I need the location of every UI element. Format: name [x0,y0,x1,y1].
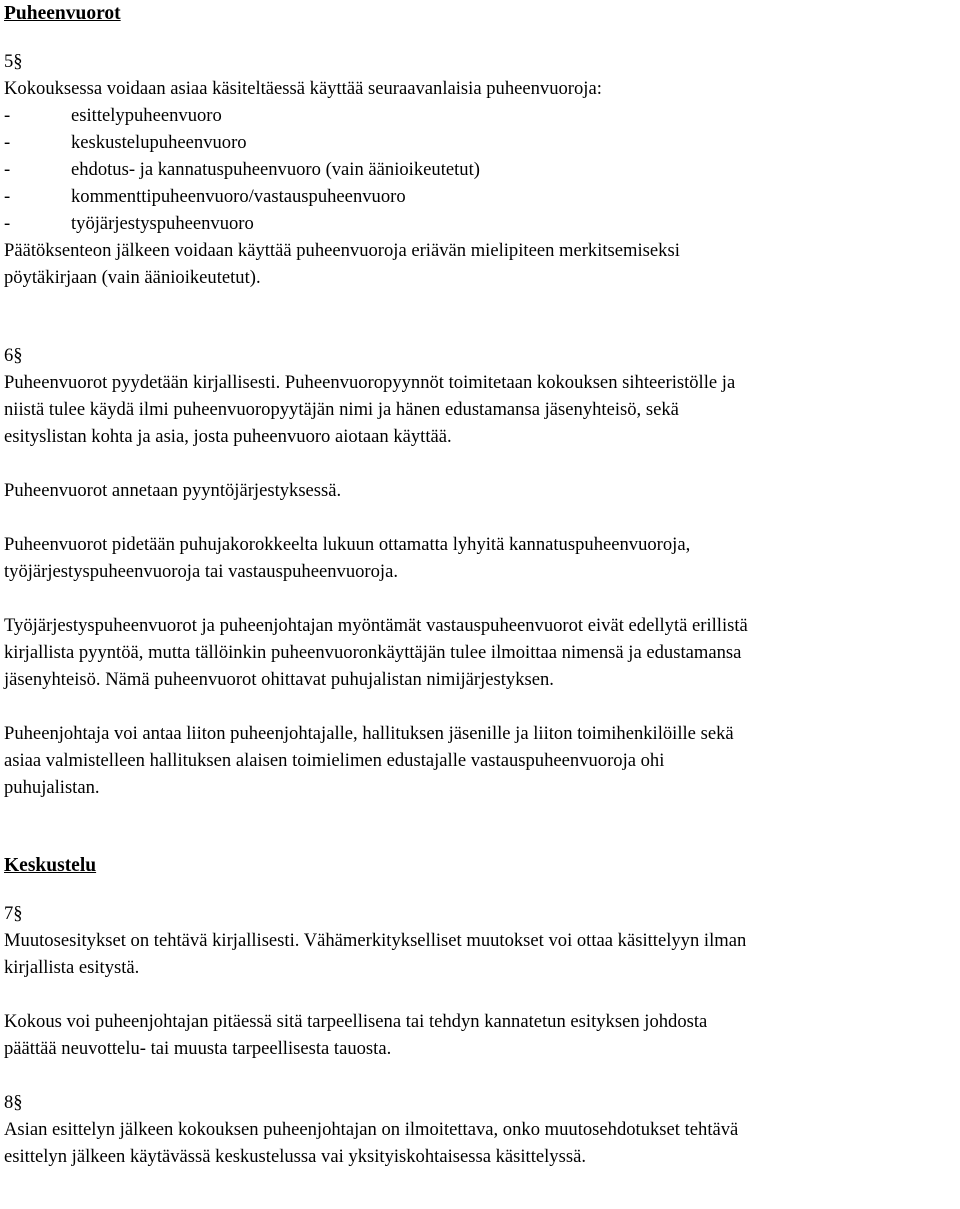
section-7-number: 7§ [4,903,23,924]
section-7-paragraph-2: Kokous voi puheenjohtajan pitäessä sitä tarpeellisena tai tehdyn kannatetun esityksen johdosta päättää neuvottelu- tai muusta tarpeellisesta tauosta. [4,1011,708,1059]
dash-bullet: - [4,105,11,126]
dash-bullet: - [4,213,11,234]
list-item: - kommenttipuheenvuoro/vastauspuheenvuoro [4,183,956,210]
dash-bullet: - [4,132,11,153]
section-5-list [4,102,956,237]
list-item: - esittelypuheenvuoro [4,102,956,129]
section-5-closing: Päätöksenteon jälkeen voidaan käyttää puheenvuoroja eriävän mielipiteen merkitsemiseksi pöytäkirjaan (vain äänioikeutetut). [4,240,680,288]
section-8-number: 8§ [4,1092,23,1113]
section-6-paragraph-3: Puheenvuorot pidetään puhujakorokkeelta lukuun ottamatta lyhyitä kannatuspuheenvuoroja, työjärjestyspuheenvuoroja tai vastauspuheenvuoroja. [4,534,691,582]
dash-bullet: - [4,159,11,180]
section-7-paragraph-1: Muutosesitykset on tehtävä kirjallisesti. Vähämerkitykselliset muutokset voi ottaa käsittelyyn ilman kirjallista esitystä. [4,930,747,978]
heading-keskustelu: Keskustelu [4,855,97,876]
section-5-intro: Kokouksessa voidaan asiaa käsiteltäessä käyttää seuraavanlaisia puheenvuoroja: [4,78,602,99]
section-6-number: 6§ [4,345,23,366]
heading-puheenvuorot: Puheenvuorot [4,3,121,24]
section-6-paragraph-5: Puheenjohtaja voi antaa liiton puheenjohtajalle, hallituksen jäsenille ja liiton toimihenkilöille sekä asiaa valmistelleen hallituksen alaisen toimielimen edustajalle vastauspuheenvuoroja ohi puhujalistan. [4,723,734,798]
dash-bullet: - [4,186,11,207]
list-item: - työjärjestyspuheenvuoro [4,210,956,237]
section-8-paragraph-1: Asian esittelyn jälkeen kokouksen puheenjohtajan on ilmoitettava, onko muutosehdotukset tehtävä esittelyn jälkeen käytävässä keskustelussa vai yksityiskohtaisessa käsittelyssä. [4,1119,739,1167]
section-6-paragraph-4: Työjärjestyspuheenvuorot ja puheenjohtajan myöntämät vastauspuheenvuorot eivät edellytä erillistä kirjallista pyyntöä, mutta tällöinkin puheenvuoronkäyttäjän tulee ilmoittaa nimensä ja edustamansa jäsenyhteisö. Nämä puheenvuorot ohittavat puhujalistan nimijärjestyksen. [4,615,748,690]
section-6-paragraph-2: Puheenvuorot annetaan pyyntöjärjestyksessä. [4,480,342,501]
list-item: - ehdotus- ja kannatuspuheenvuoro (vain äänioikeutetut) [4,156,956,183]
section-6-paragraph-1: Puheenvuorot pyydetään kirjallisesti. Puheenvuoropyynnöt toimitetaan kokouksen sihteeristölle ja niistä tulee käydä ilmi puheenvuoropyytäjän nimi ja hänen edustamansa jäsenyhteisö, sekä esityslistan kohta ja asia, josta puheenvuoro aiotaan käyttää. [4,372,736,447]
list-item: - keskustelupuheenvuoro [4,129,956,156]
section-5-number: 5§ [4,51,23,72]
